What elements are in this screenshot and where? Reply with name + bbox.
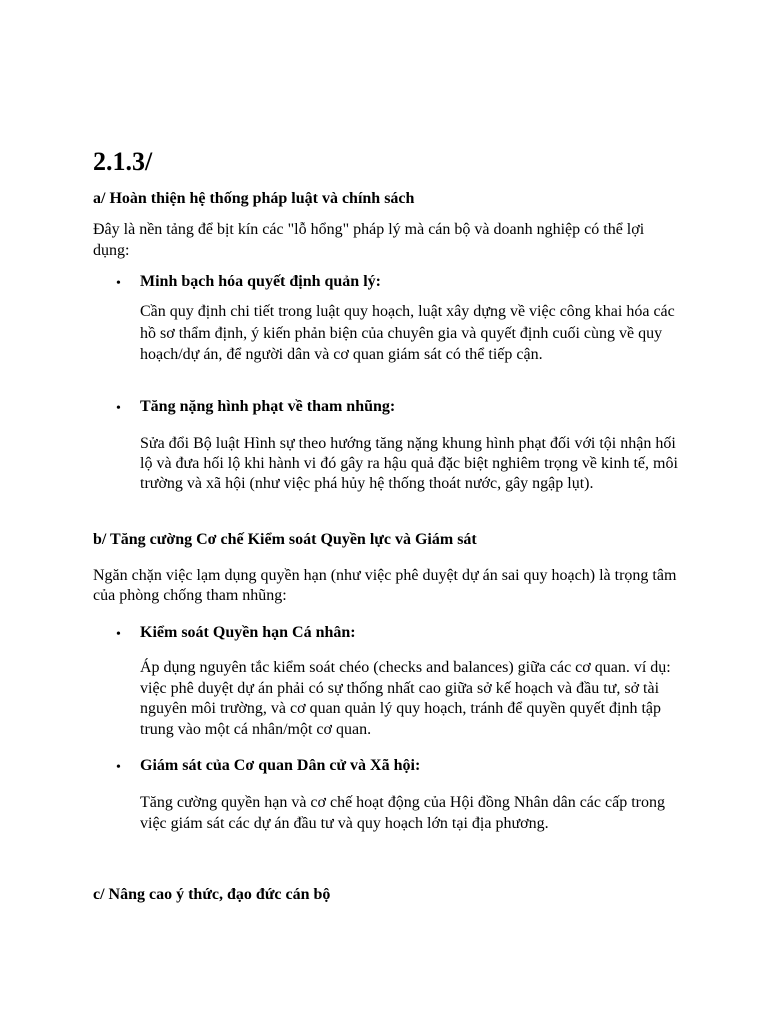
section-c-title: c/ Nâng cao ý thức, đạo đức cán bộ <box>93 886 331 903</box>
section-b-item-1-body: Áp dụng nguyên tắc kiểm soát chéo (checks and balances) giữa các cơ quan. ví dụ: việc phê duyệt dự án phải có sự thống nhất cao giữa sở kế hoạch và đầu tư, sở tài nguyên môi trường, và cơ quan quản lý quy hoạch, tránh để quyền quyết định tập trung vào một cá nhân/một cơ quan. <box>140 659 671 738</box>
section-a-item-1-body: Cần quy định chi tiết trong luật quy hoạch, luật xây dựng về việc công khai hóa các hồ sơ thẩm định, ý kiến phản biện của chuyên gia và quyết định cuối cùng về quy hoạch/dự án, để người dân và cơ quan giám sát có thể tiếp cận. <box>140 303 675 363</box>
section-number: 2.1.3/ <box>93 147 153 176</box>
bullet-marker: • <box>116 276 121 291</box>
section-b-item-1-title: Kiểm soát Quyền hạn Cá nhân: <box>140 624 356 641</box>
section-b-title: b/ Tăng cường Cơ chế Kiểm soát Quyền lực và Giám sát <box>93 531 477 548</box>
bullet-marker: • <box>116 760 121 775</box>
bullet-marker: • <box>116 401 121 416</box>
section-b-intro: Ngăn chặn việc lạm dụng quyền hạn (như việc phê duyệt dự án sai quy hoạch) là trọng tâm của phòng chống tham nhũng: <box>93 567 677 604</box>
section-a-item-2-title: Tăng nặng hình phạt về tham nhũng: <box>140 398 396 415</box>
section-a-intro: Đây là nền tảng để bịt kín các "lỗ hổng" pháp lý mà cán bộ và doanh nghiệp có thể lợi dụng: <box>93 221 645 259</box>
section-a-title: a/ Hoàn thiện hệ thống pháp luật và chính sách <box>93 190 415 207</box>
section-b-item-2-title: Giám sát của Cơ quan Dân cử và Xã hội: <box>140 757 421 774</box>
bullet-marker: • <box>116 627 121 642</box>
section-b-item-2-body: Tăng cường quyền hạn và cơ chế hoạt động của Hội đồng Nhân dân các cấp trong việc giám sát các dự án đầu tư và quy hoạch lớn tại địa phương. <box>140 794 665 832</box>
section-a-item-2-body: Sửa đổi Bộ luật Hình sự theo hướng tăng nặng khung hình phạt đối với tội nhận hối lộ và đưa hối lộ khi hành vi đó gây ra hậu quả đặc biệt nghiêm trọng về kinh tế, môi trường và xã hội (như việc phá hủy hệ thống thoát nước, gây ngập lụt). <box>140 435 678 492</box>
section-a-item-1-title: Minh bạch hóa quyết định quản lý: <box>140 273 381 290</box>
